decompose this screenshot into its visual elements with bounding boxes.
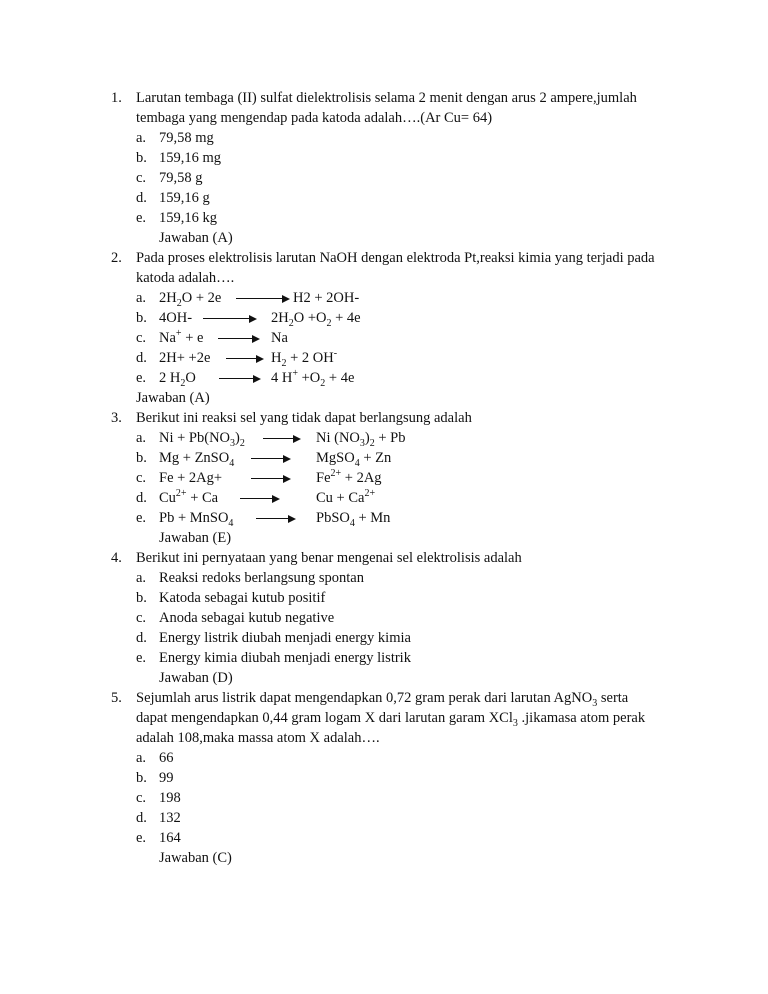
reaction-arrow-icon: [226, 358, 262, 359]
answer-key: Jawaban (D): [159, 670, 233, 686]
answer-key: Jawaban (A): [136, 390, 210, 406]
option-letter: e.: [136, 370, 147, 386]
question-text: Berikut ini pernyataan yang benar mengenai sel elektrolisis adalah: [136, 550, 522, 566]
option-text: Reaksi redoks berlangsung spontan: [159, 570, 364, 586]
option-letter: b.: [136, 770, 147, 786]
question-number: 2.: [111, 250, 122, 266]
option-letter: d.: [136, 810, 147, 826]
option-text: 79,58 mg: [159, 130, 214, 146]
option-letter: b.: [136, 310, 147, 326]
option-letter: a.: [136, 290, 147, 306]
option-text: 79,58 g: [159, 170, 203, 186]
reaction-reactants: 2H+ +2e: [159, 350, 211, 366]
option-text: Energy kimia diubah menjadi energy listrik: [159, 650, 411, 666]
question-number: 4.: [111, 550, 122, 566]
reaction-products: Na: [271, 330, 288, 346]
option-text: 159,16 kg: [159, 210, 217, 226]
reaction-reactants: $Ni + Pb(NO_3)_2$: [159, 430, 245, 449]
option-text: Anoda sebagai kutub negative: [159, 610, 335, 626]
question-5: [0, 688, 768, 868]
answer-key: Jawaban (A): [159, 230, 233, 246]
reaction-products: $2H_2O +O_2 + 4e$: [271, 310, 361, 329]
option-letter: d.: [136, 190, 147, 206]
option-letter: a.: [136, 130, 147, 146]
question-4: [0, 548, 768, 688]
option-letter: e.: [136, 830, 147, 846]
question-3: [0, 408, 768, 548]
question-text: adalah 108,maka massa atom X adalah….: [136, 730, 380, 746]
reaction-arrow-icon: [263, 438, 299, 439]
reaction-products: Ni $(NO_3)_2 + Pb$: [316, 430, 406, 449]
reaction-products: PbSO$_4$ + Mn: [316, 510, 391, 529]
question-text: dapat mengendapkan 0,44 gram logam X dari larutan garam XCl$_3$ .jikamasa atom perak: [136, 710, 646, 729]
question-text: Larutan tembaga (II) sulfat dielektrolisis selama 2 menit dengan arus 2 ampere,jumlah: [136, 90, 637, 106]
reaction-arrow-icon: [219, 378, 259, 379]
reaction-products: 4 $H^+ +O_2 + 4e$: [271, 368, 355, 389]
question-text: Pada proses elektrolisis larutan NaOH dengan elektroda Pt,reaksi kimia yang terjadi pada: [136, 250, 655, 266]
reaction-products: $H_2 + 2$ OH-: [271, 348, 338, 369]
option-text: Energy listrik diubah menjadi energy kimia: [159, 630, 411, 646]
answer-key: Jawaban (E): [159, 530, 232, 546]
option-text: 164: [159, 830, 181, 846]
question-number: 5.: [111, 690, 122, 706]
option-letter: d.: [136, 350, 147, 366]
reaction-products: MgSO$_4$ + Zn: [316, 450, 392, 469]
option-letter: e.: [136, 510, 147, 526]
option-text: 99: [159, 770, 174, 786]
reaction-products: $Fe^{2+} + 2Ag$: [316, 468, 382, 486]
option-letter: a.: [136, 750, 147, 766]
option-letter: c.: [136, 610, 147, 626]
question-text: Sejumlah arus listrik dapat mengendapkan 0,72 gram perak dari larutan AgNO$_3$ serta: [136, 690, 629, 709]
option-letter: c.: [136, 330, 147, 346]
option-letter: d.: [136, 630, 147, 646]
reaction-reactants: 4OH-: [159, 310, 193, 326]
option-text: 66: [159, 750, 174, 766]
option-letter: b.: [136, 450, 147, 466]
question-text: katoda adalah….: [136, 270, 235, 286]
reaction-products: $Cu + Ca^{2+}$: [316, 488, 376, 506]
document-page: [0, 88, 768, 868]
reaction-reactants: $Cu^{2+} + Ca$: [159, 488, 219, 506]
reaction-reactants: Mg + ZnSO$_4$: [159, 450, 235, 469]
option-letter: b.: [136, 590, 147, 606]
option-letter: e.: [136, 650, 147, 666]
question-2: [0, 248, 768, 408]
option-text: 159,16 g: [159, 190, 210, 206]
reaction-arrow-icon: [236, 298, 288, 299]
reaction-arrow-icon: [256, 518, 294, 519]
option-text: 159,16 mg: [159, 150, 222, 166]
option-letter: e.: [136, 210, 147, 226]
reaction-reactants: $2H_2O + 2e$: [159, 290, 222, 309]
option-text: 132: [159, 810, 181, 826]
option-letter: a.: [136, 570, 147, 586]
reaction-arrow-icon: [240, 498, 278, 499]
question-1: [0, 88, 768, 248]
option-letter: c.: [136, 790, 147, 806]
reaction-arrow-icon: [218, 338, 258, 339]
reaction-reactants: Fe + 2Ag+: [159, 470, 223, 486]
option-text: 198: [159, 790, 181, 806]
answer-key: Jawaban (C): [159, 850, 232, 866]
reaction-arrow-icon: [251, 458, 289, 459]
question-number: 1.: [111, 90, 122, 106]
question-text: Berikut ini reaksi sel yang tidak dapat berlangsung adalah: [136, 410, 472, 426]
option-letter: a.: [136, 430, 147, 446]
option-letter: b.: [136, 150, 147, 166]
option-letter: d.: [136, 490, 147, 506]
reaction-reactants: Na+ + e: [159, 328, 204, 346]
question-number: 3.: [111, 410, 122, 426]
reaction-reactants: 2 $H_2O$: [159, 370, 196, 389]
reaction-products: H2 + 2OH-: [293, 290, 360, 306]
option-letter: c.: [136, 470, 147, 486]
option-letter: c.: [136, 170, 147, 186]
reaction-arrow-icon: [203, 318, 255, 319]
reaction-arrow-icon: [251, 478, 289, 479]
reaction-reactants: Pb + MnSO$_4$: [159, 510, 234, 529]
question-text: tembaga yang mengendap pada katoda adalah….(Ar Cu= 64): [136, 110, 493, 126]
option-text: Katoda sebagai kutub positif: [159, 590, 326, 606]
